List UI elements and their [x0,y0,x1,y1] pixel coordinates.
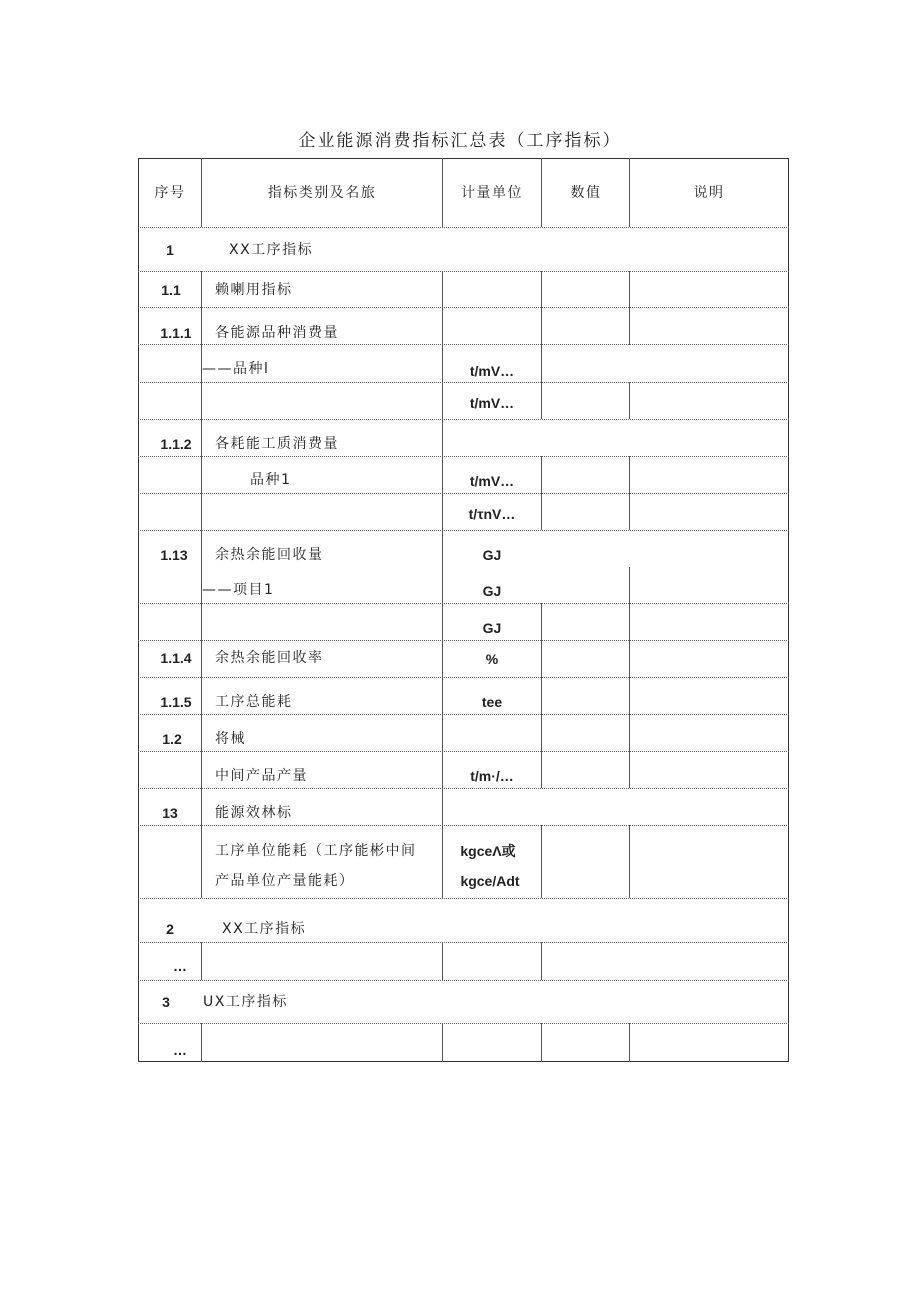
row-name: XX工序指标 [229,242,314,258]
row-divider [138,307,789,308]
col-divider [541,825,542,898]
col-divider [629,158,630,227]
row-unit: kgce/Adt [460,873,520,889]
row-divider [138,382,789,383]
row-name: 工序单位能耗（工序能彬中间 [215,843,417,859]
col-divider [201,1023,202,1062]
col-divider [541,603,542,788]
row-name: 赖喇用指标 [215,282,293,298]
row-unit: t/τnV… [468,506,516,522]
col-divider [629,382,630,419]
col-divider [442,158,443,227]
row-divider [138,825,789,826]
row-divider [138,714,789,715]
row-unit: tee [481,694,503,710]
col-divider [442,1023,443,1062]
row-no: 1.1.1 [160,325,192,341]
row-divider [138,227,789,228]
col-divider [629,567,630,788]
col-divider [629,456,630,530]
col-divider [442,271,443,898]
row-no: 1.1.2 [160,436,192,452]
row-unit: kgceΛ或 [460,843,516,859]
header-no: 序号 [154,185,186,201]
col-divider [629,271,630,345]
row-unit: GJ [482,583,502,599]
row-divider [138,344,789,345]
col-divider [442,942,443,980]
row-no: 13 [162,805,178,821]
col-divider [541,271,542,419]
row-no: … [173,958,187,974]
header-value: 数值 [570,185,602,201]
row-name: XX工序指标 [222,921,307,937]
col-divider [541,942,542,980]
row-name: UX工序指标 [203,994,288,1010]
row-divider [138,788,789,789]
col-divider [629,1023,630,1062]
row-name: 将械 [215,731,246,747]
row-no: 1.1.5 [160,694,192,710]
row-divider [138,493,789,494]
row-divider [138,530,789,531]
header-unit: 计量单位 [461,185,523,201]
row-divider [138,898,789,899]
row-unit: t/m·/… [470,768,514,784]
page-title: 企业能源消费指标汇总表（工序指标） [298,131,622,151]
row-no: 1.2 [162,731,182,747]
row-unit: t/mV… [469,473,515,489]
row-divider [138,942,789,943]
col-divider [541,158,542,227]
row-unit: t/mV… [469,363,515,379]
row-divider [138,419,789,420]
row-no: 3 [162,994,170,1010]
row-no: 2 [166,921,174,937]
row-divider [138,640,789,641]
col-divider [541,456,542,530]
row-name: 工序总能耗 [215,694,293,710]
row-name: 余热余能回收量 [215,547,324,563]
row-name: 余热余能回收率 [215,650,324,666]
row-unit: GJ [482,620,502,636]
row-name: ——品种l [202,361,270,377]
row-no: 1 [166,242,174,258]
row-name: 产品单位产量能耗） [215,873,355,889]
row-name: 各能源品种消费量 [215,325,339,341]
row-no: 1.13 [160,547,188,563]
row-no: … [173,1042,187,1058]
row-divider [138,603,789,604]
col-divider [201,942,202,980]
header-note: 说明 [693,185,725,201]
row-name: ——项目1 [202,582,275,598]
col-divider [629,825,630,898]
col-divider [541,1023,542,1062]
row-unit: GJ [482,547,502,563]
row-name: 各耗能工质消费量 [215,436,339,452]
row-divider [138,677,789,678]
col-divider [201,158,202,227]
row-no: 1.1 [161,282,181,298]
row-unit: t/mV… [469,395,515,411]
row-divider [138,1023,789,1024]
row-divider [138,980,789,981]
row-name: 中间产品产量 [215,768,308,784]
row-name: 能源效林标 [215,805,293,821]
row-name: 品种1 [250,472,292,488]
row-divider [138,751,789,752]
row-no: 1.1.4 [160,650,192,666]
header-name: 指标类别及名旅 [267,185,377,201]
row-divider [138,271,789,272]
row-divider [138,456,789,457]
row-unit: % [485,651,499,667]
